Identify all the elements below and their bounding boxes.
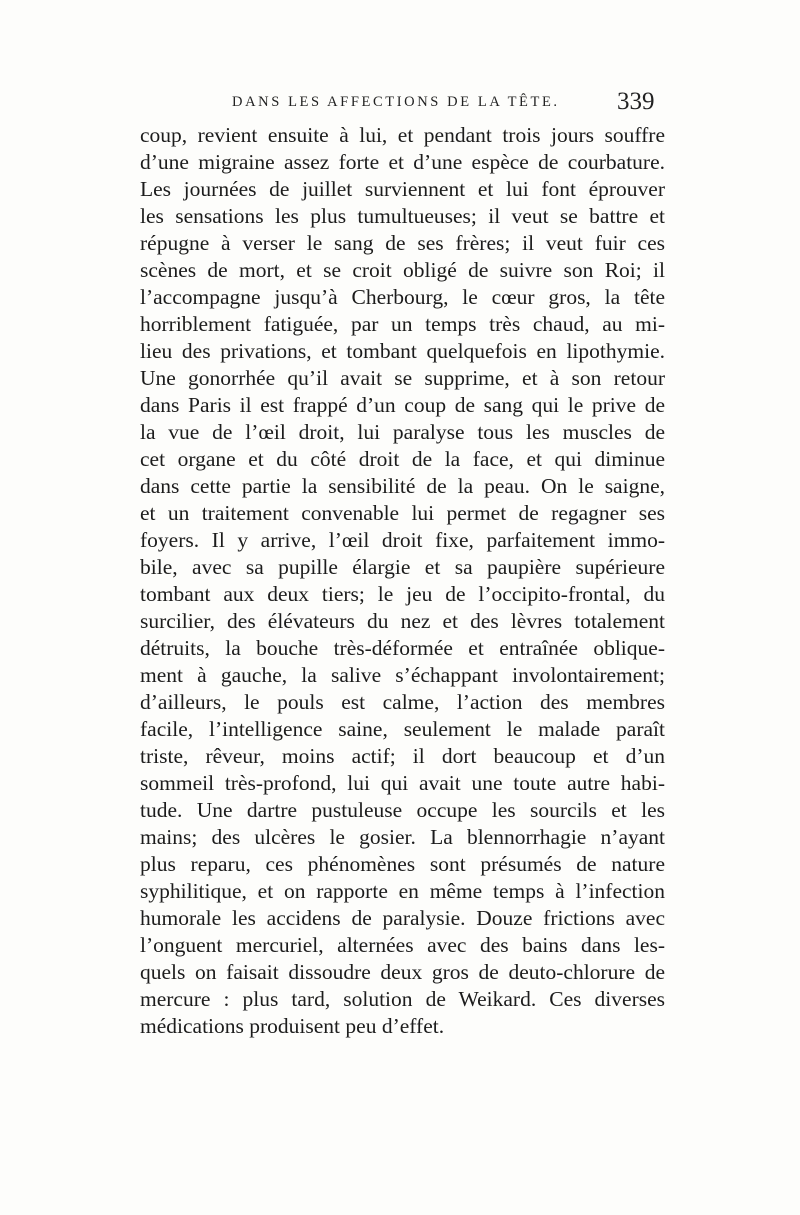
- text-line: surcilier, des élévateurs du nez et des lèvres totalement: [140, 609, 665, 633]
- text-line: cet organe et du côté droit de la face, et qui diminue: [140, 447, 665, 471]
- text-line: plus reparu, ces phénomènes sont présumés de nature: [140, 852, 665, 876]
- text-line: la vue de l’œil droit, lui paralyse tous les muscles de: [140, 420, 665, 444]
- text-line: les sensations les plus tumultueuses; il veut se battre et: [140, 204, 665, 228]
- text-line: d’une migraine assez forte et d’une espèce de courbature.: [140, 150, 665, 174]
- text-line: bile, avec sa pupille élargie et sa paupière supérieure: [140, 555, 665, 579]
- text-line: humorale les accidens de paralysie. Douze frictions avec: [140, 906, 665, 930]
- text-line: mains; des ulcères le gosier. La blennorrhagie n’ayant: [140, 825, 665, 849]
- text-line: dans Paris il est frappé d’un coup de sang qui le prive de: [140, 393, 665, 417]
- text-line: triste, rêveur, moins actif; il dort beaucoup et d’un: [140, 744, 665, 768]
- text-line: tombant aux deux tiers; le jeu de l’occipito-frontal, du: [140, 582, 665, 606]
- page-number: 339: [617, 88, 655, 115]
- running-head: [0, 88, 800, 118]
- text-line: l’accompagne jusqu’à Cherbourg, le cœur gros, la tête: [140, 285, 665, 309]
- running-title: DANS LES AFFECTIONS DE LA TÊTE.: [232, 94, 560, 110]
- text-line: et un traitement convenable lui permet de regagner ses: [140, 501, 665, 525]
- text-line: Les journées de juillet surviennent et lui font éprouver: [140, 177, 665, 201]
- text-line: sommeil très-profond, lui qui avait une toute autre habi-: [140, 771, 665, 795]
- text-line: lieu des privations, et tombant quelquefois en lipothymie.: [140, 339, 665, 363]
- text-line: médications produisent peu d’effet.: [140, 1014, 445, 1038]
- text-line: Une gonorrhée qu’il avait se supprime, et à son retour: [140, 366, 665, 390]
- text-line: scènes de mort, et se croit obligé de suivre son Roi; il: [140, 258, 665, 282]
- text-line: détruits, la bouche très-déformée et entraînée oblique-: [140, 636, 665, 660]
- text-line: répugne à verser le sang de ses frères; il veut fuir ces: [140, 231, 665, 255]
- text-line: quels on faisait dissoudre deux gros de deuto-chlorure de: [140, 960, 665, 984]
- text-line: l’onguent mercuriel, alternées avec des bains dans les-: [140, 933, 665, 957]
- text-line: coup, revient ensuite à lui, et pendant trois jours souffre: [140, 123, 665, 147]
- text-line: ment à gauche, la salive s’échappant involontairement;: [140, 663, 665, 687]
- text-line: facile, l’intelligence saine, seulement le malade paraît: [140, 717, 665, 741]
- text-line: horriblement fatiguée, par un temps très chaud, au mi-: [140, 312, 665, 336]
- text-line: foyers. Il y arrive, l’œil droit fixe, parfaitement immo-: [140, 528, 665, 552]
- text-line: d’ailleurs, le pouls est calme, l’action des membres: [140, 690, 665, 714]
- text-line: tude. Une dartre pustuleuse occupe les sourcils et les: [140, 798, 665, 822]
- body-text: [140, 122, 665, 1040]
- text-line: dans cette partie la sensibilité de la peau. On le saigne,: [140, 474, 665, 498]
- text-line: syphilitique, et on rapporte en même temps à l’infection: [140, 879, 665, 903]
- text-line: mercure : plus tard, solution de Weikard. Ces diverses: [140, 987, 665, 1011]
